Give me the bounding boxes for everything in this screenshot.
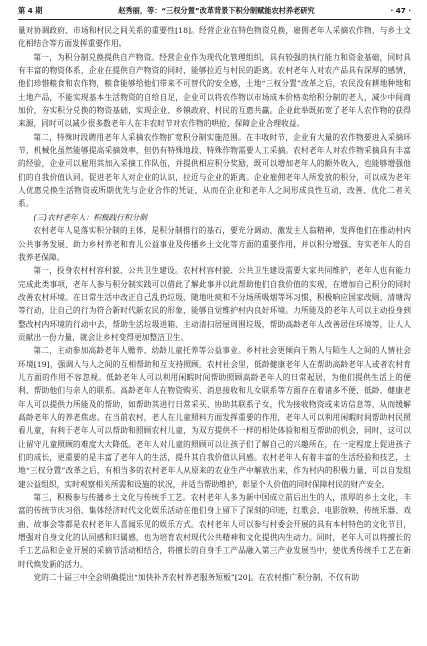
running-header bbox=[18, 0, 411, 20]
body-paragraph: 农村老年人是落实积分制的主体，是积分制推行的基石，要充分调动、激发主人翁精神，发挥他们在推动村内公共事务发展、助力乡村养老和育儿公益事业及传播乡土文化等方面的重要作用，并以积分增强、夯实老年人的自我养老保障。 bbox=[18, 226, 411, 262]
body-paragraph: 量对协调政府、市场和村民之间关系的重要性[18]。经营企业在特色物资兑换，雇佣老年人采摘农作物，与乡土文化相结合等方面发挥重要作用。 bbox=[18, 26, 411, 49]
issue-number: 第 4 期 bbox=[18, 6, 43, 15]
body-paragraph: 第一，投身农村村容村貌、公共卫生建设。农村村容村貌、公共卫生建设需要大家共同维护，老年人也有能力完成此类事项，老年人参与积分制实践可以借此了解此事并以此帮助他们自我价值的实现，在增加自己积分的同时改善农村环境。在日常生活中改正自己乱扔垃圾、随地吐痰和不分场所吸烟等坏习惯，积极响应国家改厕、清塘沟等行动，让自己的行为符合新时代新农民的形象，能够自觉维护村内良好环境。力所能及的老年人可以主动投身到整改村内环境的行动中去，帮助生活垃圾进箱、主动清扫居屋周围垃圾，帮助高龄老年人改善居住环境等，让人人贡献出一份力量，就会让乡村变得更加整洁卫生。 bbox=[18, 266, 411, 342]
body-paragraph: 第一，为积分制兑换提供自产物资。经营企业作为现代化管理组织，具有较强的执行能力和资金基础，同时具有丰富的物资体系，企业在提供自产物资的同时，能够拉近与村民的距离。农村老年人对农产品具有深厚的感情，他们珍惜粮食和农作物，粮食能够给他们带来不可替代的安全感，土地“三权分置”改革之后，农民没有耕地种地和土地产品，不能实现基本生活物资的自给自足，企业可以将农作物以市场成本价格卖给积分制的老人，减少中间商加价，夯实积分兑换的物资基础，实现企业、乡镇政府、村民的互惠共赢。企业此举既拓宽了老年人农作物的获得来源，同时可以减少很多数老年人在丰农时节对农作物的哄抢，保障企业合理收益。 bbox=[18, 52, 411, 129]
body-paragraph: 第二，主动参加高龄老年人赡养、幼龄儿童托养等公益事业。乡村社会更倾向于熟人与陌生人之间的人情社会环境[19]，强调人与人之间的互相帮助和互支持照顾。农村社会里，低龄健康老年人在帮助高龄老年人或者农村育儿方面的作用不容忽视。低龄老年人可以利用闲暇时间帮助照顾高龄老年人的日常起居，为他们提供生活上的便利，帮助他们与亲人的联系。高龄老年人在物资购买、消息接收和儿女联系等方面存在着诸多不便，低龄、健康老年人可以提供力所能及的帮助，如帮助其进行日常采买、协助其联系子女，代为接收物资或来访信息等，从而缓解高龄老年人的养老焦虑。在当前农村，老人在儿童照料方面发挥重要的作用，老年人可以利用闲暇时间帮助村民照看儿童，有利于老年人可以帮助和照顾农村儿童，为双方提供不一样的相处体验和相互帮助的机会，同时，这可以让留守儿童照顾的难度大大降低。老年人对儿童的照顾可以让孩子们了解自己的兴趣所在，在一定程度上促进孩子们的成长，更重要的是丰富了老年人的生活，提升其自我价值认同感。农村老年人有着丰富的生活经验和技艺，土地“三权分置”改革之后，有相当多的农村老年人从原来的农业生产中解放出来，作为村内的积极力量，可以自发组建公益组织，实时观察相关所需和设施的状况，并适当帮助维护，彰显个人价值的同时保障村民的财产安全。 bbox=[18, 346, 411, 489]
body-paragraph: 第二，特殊时段聘用老年人采摘农作物扩宽积分制实施范围。在丰收时节，企业有大量的农作物要进入采摘环节，机械化虽然能够提高采摘效率，但仍有特殊地段、特殊作物需要人工采摘。农村老年人对农作物采摘具有丰富的经验，企业可以雇用其加入采摘工作队伍，并提供相应积分奖励，既可以增加老年人的额外收入，也能够增强他们的自我价值认同，促进老年人对企业的认识，拉近与企业的距离。企业雇佣老年人所发放的积分，可以成为老年人优惠兑换生活物资或所期优先与企业合作的凭证，从而在企业和老年人之间形成良性互动，改善、优化二者关系。 bbox=[18, 132, 411, 209]
body-paragraph: 第三，积极参与传播乡土文化与传统手工艺。农村老年人多为新中国成立前后出生的人，浓厚的乡土文化，丰富的传统节庆习俗、集体经济时代文化娱乐活动在他们身上留下了深刻的印迹，红歌会、电影放映、传统乐器、戏曲、故事会等都是农村老年人喜闻乐见的娱乐方式。农村老年人可以参与村委会开展的具有本村特色的文化节目，增强对自身文化的认同感和归属感，也为培育农村现代公共精神和文化提供内生动力。同时，老年人可以将擅长的手工艺品和企业开展的采摘节活动相结合，将擅长的自身手工产品融入第三产业发展当中，使优秀传统手工艺在新时代焕发新的活力。 bbox=[18, 493, 411, 569]
running-title: 赵秀丽，等：“三权分置”改革背景下积分制赋能农村养老研究 bbox=[118, 6, 315, 15]
page-number: · 47 · bbox=[390, 6, 411, 15]
section-heading: (三)农村老年人：积极践行积分制 bbox=[33, 212, 148, 222]
body-paragraph: 党的二十届三中全会明确提出“加快补齐农村养老服务短板”[20]。在农村推广积分制，不仅有助 bbox=[33, 573, 360, 583]
